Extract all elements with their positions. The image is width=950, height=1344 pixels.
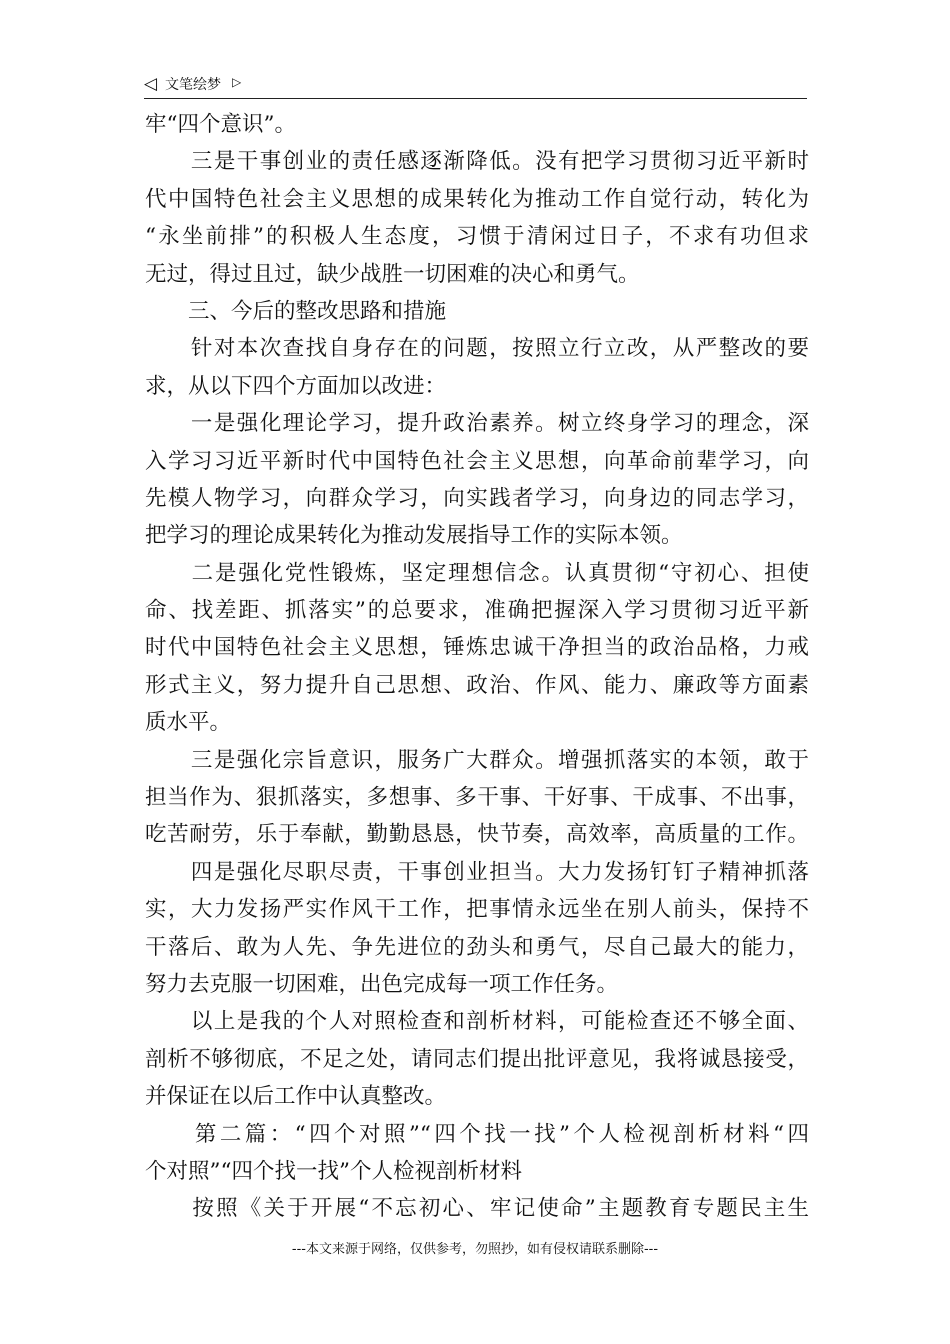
text-line: 二是强化党性锻炼，坚定理想信念。认真贯彻“守初心、担使 [145,560,809,586]
text-line: 求，从以下四个方面加以改进： [145,373,447,399]
page-header [144,72,807,99]
text-line: 时代中国特色社会主义思想，锤炼忠诚干净担当的政治品格，力戒 [145,635,809,661]
text-line: 第二篇：“四个对照”“四个找一找”个人检视剖析材料“四 [145,1121,809,1147]
text-line: 针对本次查找自身存在的问题，按照立行立改，从严整改的要 [145,336,809,362]
text-line: 个对照”“四个找一找”个人检视剖析材料 [145,1158,522,1184]
text-line: 四是强化尽职尽责，干事创业担当。大力发扬钉钉子精神抓落 [145,859,809,885]
text-line: 代中国特色社会主义思想的成果转化为推动工作自觉行动，转化为 [145,186,809,212]
text-line: 剖析不够彻底，不足之处，请同志们提出批评意见，我将诚恳接受， [145,1046,809,1072]
brand-name: 文笔绘梦 [165,77,221,93]
text-line: 三是强化宗旨意识，服务广大群众。增强抓落实的本领，敢于 [145,747,809,773]
text-line: 命、找差距、抓落实”的总要求，准确把握深入学习贯彻习近平新 [145,598,809,624]
page-footer: ---本文来源于网络，仅供参考，勿照抄，如有侵权请联系删除--- [291,1242,659,1257]
text-line: 三是干事创业的责任感逐渐降低。没有把学习贯彻习近平新时 [145,149,809,175]
text-line: 实，大力发扬严实作风干工作，把事情永远坐在别人前头，保持不 [145,897,809,923]
triangle-right-icon: ▷ [232,75,242,89]
text-line: 先模人物学习，向群众学习，向实践者学习，向身边的同志学习， [145,485,809,511]
text-line: 一是强化理论学习，提升政治素养。树立终身学习的理念，深 [145,411,809,437]
text-line: 吃苦耐劳，乐于奉献，勤勤恳恳，快节奏，高效率，高质量的工作。 [145,822,809,848]
text-line: 按照《关于开展“不忘初心、牢记使命”主题教育专题民主生 [145,1196,809,1222]
text-line: 并保证在以后工作中认真整改。 [145,1084,447,1110]
text-line: 质水平。 [145,710,232,736]
text-line: “永坐前排”的积极人生态度，习惯于清闲过日子，不求有功但求 [145,224,809,250]
text-line: 把学习的理论成果转化为推动发展指导工作的实际本领。 [145,523,683,549]
text-line: 干落后、敢为人先、争先进位的劲头和勇气，尽自己最大的能力， [145,934,809,960]
text-line: 牢“四个意识”。 [145,112,296,137]
document-body [145,106,809,1228]
text-line: 努力去克服一切困难，出色完成每一项工作任务。 [145,971,619,997]
text-line: 入学习习近平新时代中国特色社会主义思想，向革命前辈学习，向 [145,448,809,474]
text-line: 无过，得过且过，缺少战胜一切困难的决心和勇气。 [145,261,640,287]
section-heading: 三、今后的整改思路和措施 [145,298,447,324]
text-line: 以上是我的个人对照检查和剖析材料，可能检查还不够全面、 [145,1009,809,1035]
text-line: 形式主义，努力提升自己思想、政治、作风、能力、廉政等方面素 [145,672,809,698]
triangle-left-icon: ◁ [144,74,158,94]
text-line: 担当作为、狠抓落实，多想事、多干事、干好事、干成事、不出事， [145,785,809,811]
